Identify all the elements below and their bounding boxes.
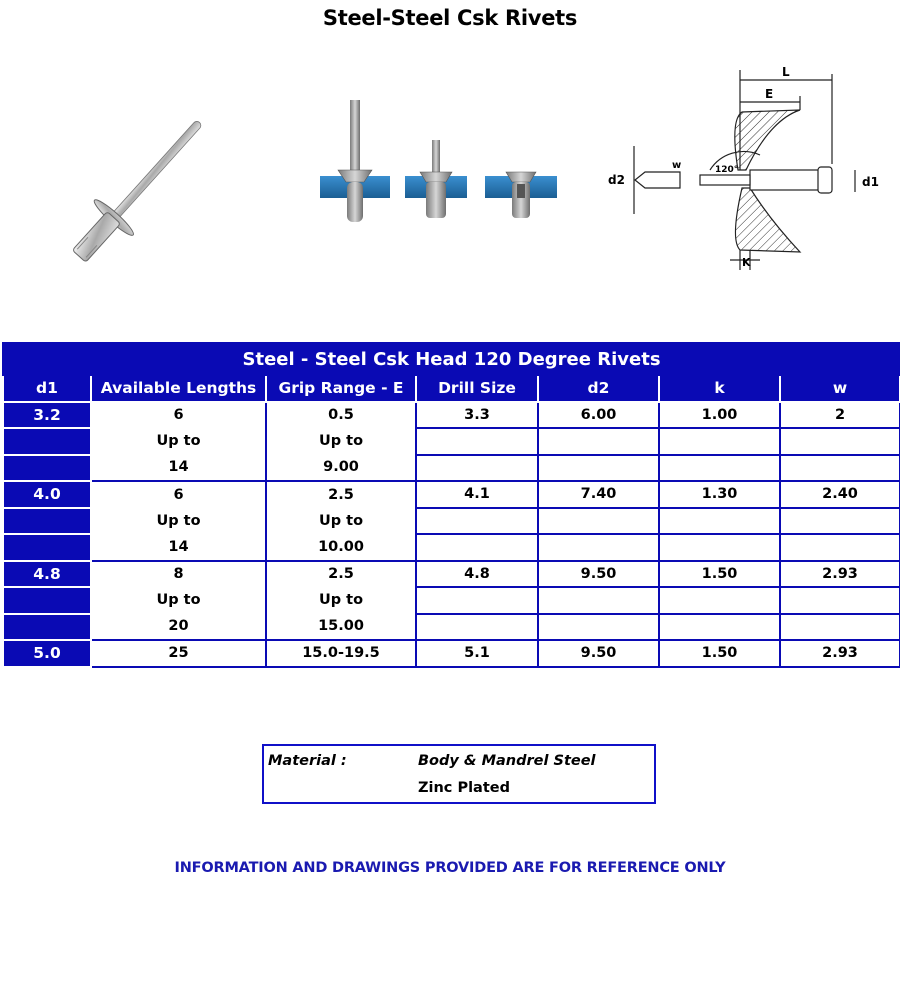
cell-empty [780,534,900,561]
col-drill-size: Drill Size [416,375,538,402]
cell-grip-min: 2.5 [266,481,416,508]
cell-empty [416,508,538,535]
spec-table [2,342,900,668]
material-line-1: Body & Mandrel Steel [418,753,596,769]
cell-length-min: 6 [91,402,266,429]
cell-k: 1.50 [659,561,780,588]
cell-d2: 6.00 [538,402,659,429]
cell-empty [659,534,780,561]
cell-grip-min: 2.5 [266,561,416,588]
cell-drill: 4.1 [416,481,538,508]
cell-grip-max: 10.00 [266,534,416,561]
label-L: L [782,65,790,79]
cell-grip-sep: Up to [266,428,416,455]
cell-empty [538,587,659,614]
cell-grip-sep: Up to [266,587,416,614]
cell-d2: 9.50 [538,640,659,667]
label-E: E [765,87,774,101]
cell-d1: 4.0 [3,481,91,508]
cell-w: 2 [780,402,900,429]
cell-d1-empty [3,508,91,535]
rivet-image [40,100,240,280]
cell-empty [780,455,900,482]
cell-empty [780,614,900,641]
col-grip-range: Grip Range - E [266,375,416,402]
cell-d1-empty [3,534,91,561]
table-header-row [3,375,900,402]
cell-empty [659,455,780,482]
col-w: w [780,375,900,402]
label-d2: d2 [608,173,625,187]
label-angle: 120° [715,165,739,175]
cell-d1-empty [3,428,91,455]
cell-grip-max: 9.00 [266,455,416,482]
cell-d1-empty [3,587,91,614]
table-row [3,508,900,535]
table-row [3,534,900,561]
cell-empty [416,534,538,561]
col-available-lengths: Available Lengths [91,375,266,402]
cell-empty [780,587,900,614]
col-k: k [659,375,780,402]
table-row [3,640,900,667]
cell-d1-empty [3,614,91,641]
cell-w: 2.40 [780,481,900,508]
rivet-setting-steps-image [310,100,570,250]
table-row [3,402,900,429]
cell-length-min: 8 [91,561,266,588]
cell-length-max: 14 [91,455,266,482]
cell-empty [780,428,900,455]
cell-drill: 5.1 [416,640,538,667]
material-line-2: Zinc Plated [418,780,510,796]
cell-grip-sep: Up to [266,508,416,535]
cell-empty [659,508,780,535]
label-d1: d1 [862,175,879,189]
cell-d1: 3.2 [3,402,91,429]
page-title: Steel-Steel Csk Rivets [322,6,578,30]
cell-empty [538,455,659,482]
cell-grip: 15.0-19.5 [266,640,416,667]
label-K: K [742,256,751,269]
table-row [3,614,900,641]
cell-d1: 5.0 [3,640,91,667]
cell-length: 25 [91,640,266,667]
cell-length-sep: Up to [91,587,266,614]
cell-d1: 4.8 [3,561,91,588]
cell-d1-empty [3,455,91,482]
cell-k: 1.30 [659,481,780,508]
cell-empty [538,508,659,535]
disclaimer-footer: INFORMATION AND DRAWINGS PROVIDED ARE FOR REFERENCE ONLY [174,860,726,876]
cell-empty [538,534,659,561]
cell-empty [538,614,659,641]
table-title: Steel - Steel Csk Head 120 Degree Rivets [3,343,900,375]
cell-length-min: 6 [91,481,266,508]
cell-empty [659,614,780,641]
table-row [3,455,900,482]
col-d1: d1 [3,375,91,402]
cell-length-sep: Up to [91,508,266,535]
cell-drill: 3.3 [416,402,538,429]
cell-d2: 7.40 [538,481,659,508]
cell-w: 2.93 [780,640,900,667]
cell-empty [416,428,538,455]
cell-empty [538,428,659,455]
cell-length-sep: Up to [91,428,266,455]
cell-empty [416,455,538,482]
cell-drill: 4.8 [416,561,538,588]
table-row [3,428,900,455]
table-row [3,481,900,508]
cell-d2: 9.50 [538,561,659,588]
cell-empty [780,508,900,535]
cell-empty [416,614,538,641]
cell-k: 1.00 [659,402,780,429]
cell-w: 2.93 [780,561,900,588]
cell-length-max: 14 [91,534,266,561]
cell-grip-max: 15.00 [266,614,416,641]
material-box [262,744,656,804]
material-label: Material : [268,753,347,769]
cell-length-max: 20 [91,614,266,641]
cell-k: 1.50 [659,640,780,667]
table-row [3,587,900,614]
cell-empty [659,587,780,614]
col-d2: d2 [538,375,659,402]
table-row [3,561,900,588]
cell-empty [416,587,538,614]
cell-grip-min: 0.5 [266,402,416,429]
dimension-drawing [600,60,900,270]
cell-empty [659,428,780,455]
label-w: w [672,160,682,171]
